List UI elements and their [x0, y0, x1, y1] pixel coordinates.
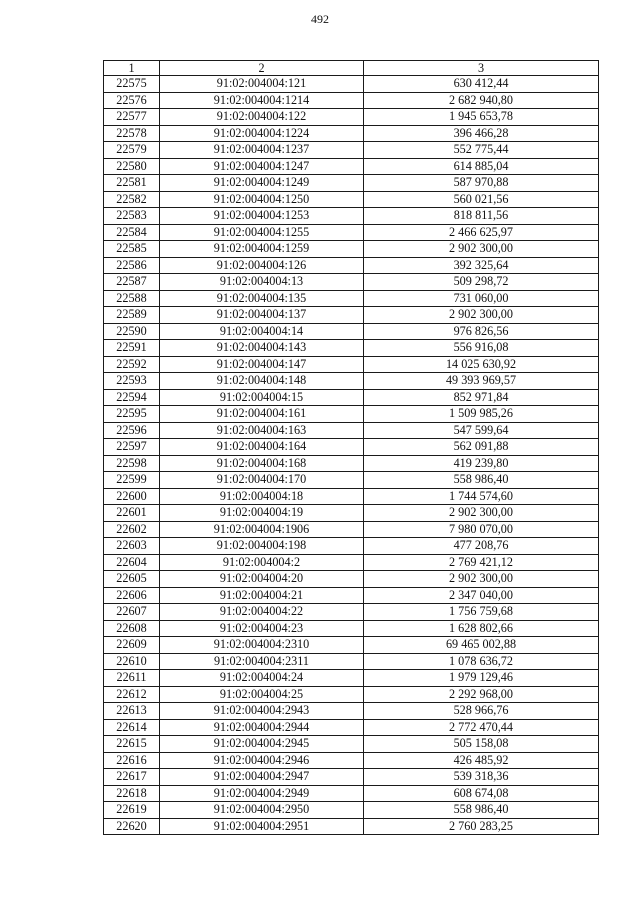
cadastral-number-cell: 91:02:004004:164 — [160, 439, 364, 456]
cadastral-value-cell: 560 021,56 — [364, 191, 599, 208]
row-number-cell: 22605 — [104, 571, 160, 588]
table-row — [104, 488, 599, 505]
cadastral-number-cell: 91:02:004004:1237 — [160, 142, 364, 159]
cadastral-value-cell: 1 945 653,78 — [364, 109, 599, 126]
cadastral-number-cell: 91:02:004004:163 — [160, 422, 364, 439]
row-number-cell: 22576 — [104, 92, 160, 109]
cadastral-value-cell: 49 393 969,57 — [364, 373, 599, 390]
cadastral-number-cell: 91:02:004004:161 — [160, 406, 364, 423]
row-number-cell: 22620 — [104, 818, 160, 835]
row-number-cell: 22588 — [104, 290, 160, 307]
cadastral-number-cell: 91:02:004004:1224 — [160, 125, 364, 142]
table-row — [104, 175, 599, 192]
table-row — [104, 356, 599, 373]
header-cell-1: 1 — [104, 61, 160, 76]
row-number-cell: 22594 — [104, 389, 160, 406]
cadastral-value-cell: 2 769 421,12 — [364, 554, 599, 571]
cadastral-value-cell: 505 158,08 — [364, 736, 599, 753]
row-number-cell: 22589 — [104, 307, 160, 324]
row-number-cell: 22581 — [104, 175, 160, 192]
row-number-cell: 22600 — [104, 488, 160, 505]
row-number-cell: 22579 — [104, 142, 160, 159]
table-row — [104, 406, 599, 423]
cadastral-number-cell: 91:02:004004:2950 — [160, 802, 364, 819]
cadastral-value-cell: 852 971,84 — [364, 389, 599, 406]
table-row — [104, 637, 599, 654]
row-number-cell: 22606 — [104, 587, 160, 604]
table-row — [104, 191, 599, 208]
cadastral-value-cell: 2 347 040,00 — [364, 587, 599, 604]
table-row — [104, 785, 599, 802]
row-number-cell: 22592 — [104, 356, 160, 373]
cadastral-value-cell: 587 970,88 — [364, 175, 599, 192]
cadastral-number-cell: 91:02:004004:2944 — [160, 719, 364, 736]
row-number-cell: 22596 — [104, 422, 160, 439]
cadastral-number-cell: 91:02:004004:1250 — [160, 191, 364, 208]
cadastral-value-cell: 2 292 968,00 — [364, 686, 599, 703]
cadastral-value-cell: 392 325,64 — [364, 257, 599, 274]
cadastral-number-cell: 91:02:004004:2310 — [160, 637, 364, 654]
header-cell-2: 2 — [160, 61, 364, 76]
row-number-cell: 22603 — [104, 538, 160, 555]
cadastral-number-cell: 91:02:004004:14 — [160, 323, 364, 340]
cadastral-value-cell: 731 060,00 — [364, 290, 599, 307]
row-number-cell: 22595 — [104, 406, 160, 423]
cadastral-number-cell: 91:02:004004:170 — [160, 472, 364, 489]
cadastral-number-cell: 91:02:004004:2943 — [160, 703, 364, 720]
table-row — [104, 802, 599, 819]
cadastral-value-cell: 558 986,40 — [364, 802, 599, 819]
row-number-cell: 22613 — [104, 703, 160, 720]
table-row — [104, 521, 599, 538]
cadastral-number-cell: 91:02:004004:2945 — [160, 736, 364, 753]
cadastral-number-cell: 91:02:004004:24 — [160, 670, 364, 687]
cadastral-value-cell: 562 091,88 — [364, 439, 599, 456]
cadastral-number-cell: 91:02:004004:2 — [160, 554, 364, 571]
cadastral-value-cell: 2 772 470,44 — [364, 719, 599, 736]
cadastral-number-cell: 91:02:004004:20 — [160, 571, 364, 588]
table-row — [104, 439, 599, 456]
cadastral-number-cell: 91:02:004004:122 — [160, 109, 364, 126]
table-row — [104, 224, 599, 241]
row-number-cell: 22593 — [104, 373, 160, 390]
cadastral-value-cell: 608 674,08 — [364, 785, 599, 802]
table-row — [104, 208, 599, 225]
cadastral-number-cell: 91:02:004004:18 — [160, 488, 364, 505]
cadastral-value-cell: 976 826,56 — [364, 323, 599, 340]
cadastral-value-cell: 1 756 759,68 — [364, 604, 599, 621]
cadastral-value-cell: 426 485,92 — [364, 752, 599, 769]
table-row — [104, 455, 599, 472]
cadastral-number-cell: 91:02:004004:13 — [160, 274, 364, 291]
table-row — [104, 620, 599, 637]
cadastral-value-cell: 2 902 300,00 — [364, 307, 599, 324]
cadastral-number-cell: 91:02:004004:2946 — [160, 752, 364, 769]
row-number-cell: 22583 — [104, 208, 160, 225]
cadastral-value-cell: 14 025 630,92 — [364, 356, 599, 373]
table-row — [104, 719, 599, 736]
header-cell-3: 3 — [364, 61, 599, 76]
cadastral-number-cell: 91:02:004004:2949 — [160, 785, 364, 802]
table-row — [104, 125, 599, 142]
row-number-cell: 22616 — [104, 752, 160, 769]
cadastral-number-cell: 91:02:004004:2951 — [160, 818, 364, 835]
table-row — [104, 323, 599, 340]
cadastral-number-cell: 91:02:004004:137 — [160, 307, 364, 324]
cadastral-number-cell: 91:02:004004:22 — [160, 604, 364, 621]
cadastral-value-cell: 556 916,08 — [364, 340, 599, 357]
table-row — [104, 472, 599, 489]
row-number-cell: 22609 — [104, 637, 160, 654]
cadastral-value-cell: 614 885,04 — [364, 158, 599, 175]
cadastral-number-cell: 91:02:004004:135 — [160, 290, 364, 307]
cadastral-value-cell: 2 902 300,00 — [364, 571, 599, 588]
row-number-cell: 22615 — [104, 736, 160, 753]
cadastral-value-cell: 528 966,76 — [364, 703, 599, 720]
cadastral-value-table — [103, 60, 599, 835]
cadastral-value-cell: 477 208,76 — [364, 538, 599, 555]
table-row — [104, 241, 599, 258]
cadastral-value-cell: 2 760 283,25 — [364, 818, 599, 835]
table-row — [104, 818, 599, 835]
table-row — [104, 422, 599, 439]
table-row — [104, 604, 599, 621]
cadastral-number-cell: 91:02:004004:1249 — [160, 175, 364, 192]
row-number-cell: 22602 — [104, 521, 160, 538]
cadastral-number-cell: 91:02:004004:1906 — [160, 521, 364, 538]
table-row — [104, 257, 599, 274]
cadastral-value-cell: 509 298,72 — [364, 274, 599, 291]
row-number-cell: 22577 — [104, 109, 160, 126]
cadastral-value-cell: 69 465 002,88 — [364, 637, 599, 654]
table-row — [104, 703, 599, 720]
table-row — [104, 92, 599, 109]
table-row — [104, 505, 599, 522]
table-row — [104, 752, 599, 769]
cadastral-value-cell: 1 078 636,72 — [364, 653, 599, 670]
row-number-cell: 22591 — [104, 340, 160, 357]
row-number-cell: 22601 — [104, 505, 160, 522]
cadastral-number-cell: 91:02:004004:1259 — [160, 241, 364, 258]
cadastral-number-cell: 91:02:004004:21 — [160, 587, 364, 604]
row-number-cell: 22607 — [104, 604, 160, 621]
cadastral-number-cell: 91:02:004004:1247 — [160, 158, 364, 175]
row-number-cell: 22610 — [104, 653, 160, 670]
row-number-cell: 22611 — [104, 670, 160, 687]
table-row — [104, 340, 599, 357]
cadastral-number-cell: 91:02:004004:23 — [160, 620, 364, 637]
cadastral-number-cell: 91:02:004004:126 — [160, 257, 364, 274]
cadastral-value-cell: 2 902 300,00 — [364, 505, 599, 522]
row-number-cell: 22578 — [104, 125, 160, 142]
table-row — [104, 373, 599, 390]
row-number-cell: 22597 — [104, 439, 160, 456]
table-header-row — [104, 61, 599, 76]
cadastral-number-cell: 91:02:004004:143 — [160, 340, 364, 357]
table-row — [104, 274, 599, 291]
cadastral-value-cell: 1 979 129,46 — [364, 670, 599, 687]
row-number-cell: 22608 — [104, 620, 160, 637]
cadastral-value-cell: 2 682 940,80 — [364, 92, 599, 109]
cadastral-value-cell: 818 811,56 — [364, 208, 599, 225]
table-row — [104, 587, 599, 604]
cadastral-value-cell: 539 318,36 — [364, 769, 599, 786]
table-row — [104, 76, 599, 93]
cadastral-value-cell: 547 599,64 — [364, 422, 599, 439]
row-number-cell: 22580 — [104, 158, 160, 175]
table-row — [104, 554, 599, 571]
row-number-cell: 22604 — [104, 554, 160, 571]
cadastral-value-cell: 396 466,28 — [364, 125, 599, 142]
cadastral-number-cell: 91:02:004004:147 — [160, 356, 364, 373]
cadastral-value-cell: 558 986,40 — [364, 472, 599, 489]
cadastral-number-cell: 91:02:004004:198 — [160, 538, 364, 555]
table-row — [104, 389, 599, 406]
table-row — [104, 307, 599, 324]
cadastral-value-cell: 1 628 802,66 — [364, 620, 599, 637]
row-number-cell: 22575 — [104, 76, 160, 93]
cadastral-number-cell: 91:02:004004:1253 — [160, 208, 364, 225]
table-row — [104, 290, 599, 307]
cadastral-value-cell: 2 466 625,97 — [364, 224, 599, 241]
table-row — [104, 571, 599, 588]
cadastral-value-cell: 419 239,80 — [364, 455, 599, 472]
row-number-cell: 22599 — [104, 472, 160, 489]
table-row — [104, 769, 599, 786]
row-number-cell: 22617 — [104, 769, 160, 786]
cadastral-value-cell: 1 509 985,26 — [364, 406, 599, 423]
row-number-cell: 22590 — [104, 323, 160, 340]
row-number-cell: 22619 — [104, 802, 160, 819]
table-row — [104, 158, 599, 175]
cadastral-value-cell: 1 744 574,60 — [364, 488, 599, 505]
cadastral-number-cell: 91:02:004004:15 — [160, 389, 364, 406]
cadastral-value-cell: 2 902 300,00 — [364, 241, 599, 258]
page-number: 492 — [311, 12, 329, 26]
row-number-cell: 22584 — [104, 224, 160, 241]
cadastral-number-cell: 91:02:004004:1214 — [160, 92, 364, 109]
table-row — [104, 538, 599, 555]
cadastral-value-cell: 630 412,44 — [364, 76, 599, 93]
row-number-cell: 22614 — [104, 719, 160, 736]
cadastral-number-cell: 91:02:004004:2311 — [160, 653, 364, 670]
cadastral-number-cell: 91:02:004004:1255 — [160, 224, 364, 241]
cadastral-number-cell: 91:02:004004:25 — [160, 686, 364, 703]
cadastral-number-cell: 91:02:004004:2947 — [160, 769, 364, 786]
row-number-cell: 22612 — [104, 686, 160, 703]
row-number-cell: 22586 — [104, 257, 160, 274]
table-row — [104, 670, 599, 687]
cadastral-value-cell: 7 980 070,00 — [364, 521, 599, 538]
table-body — [104, 61, 599, 835]
table-row — [104, 142, 599, 159]
row-number-cell: 22587 — [104, 274, 160, 291]
cadastral-number-cell: 91:02:004004:121 — [160, 76, 364, 93]
row-number-cell: 22618 — [104, 785, 160, 802]
row-number-cell: 22582 — [104, 191, 160, 208]
table-row — [104, 109, 599, 126]
cadastral-value-cell: 552 775,44 — [364, 142, 599, 159]
row-number-cell: 22585 — [104, 241, 160, 258]
table-row — [104, 653, 599, 670]
cadastral-number-cell: 91:02:004004:168 — [160, 455, 364, 472]
cadastral-number-cell: 91:02:004004:148 — [160, 373, 364, 390]
table-row — [104, 686, 599, 703]
row-number-cell: 22598 — [104, 455, 160, 472]
table-row — [104, 736, 599, 753]
cadastral-number-cell: 91:02:004004:19 — [160, 505, 364, 522]
